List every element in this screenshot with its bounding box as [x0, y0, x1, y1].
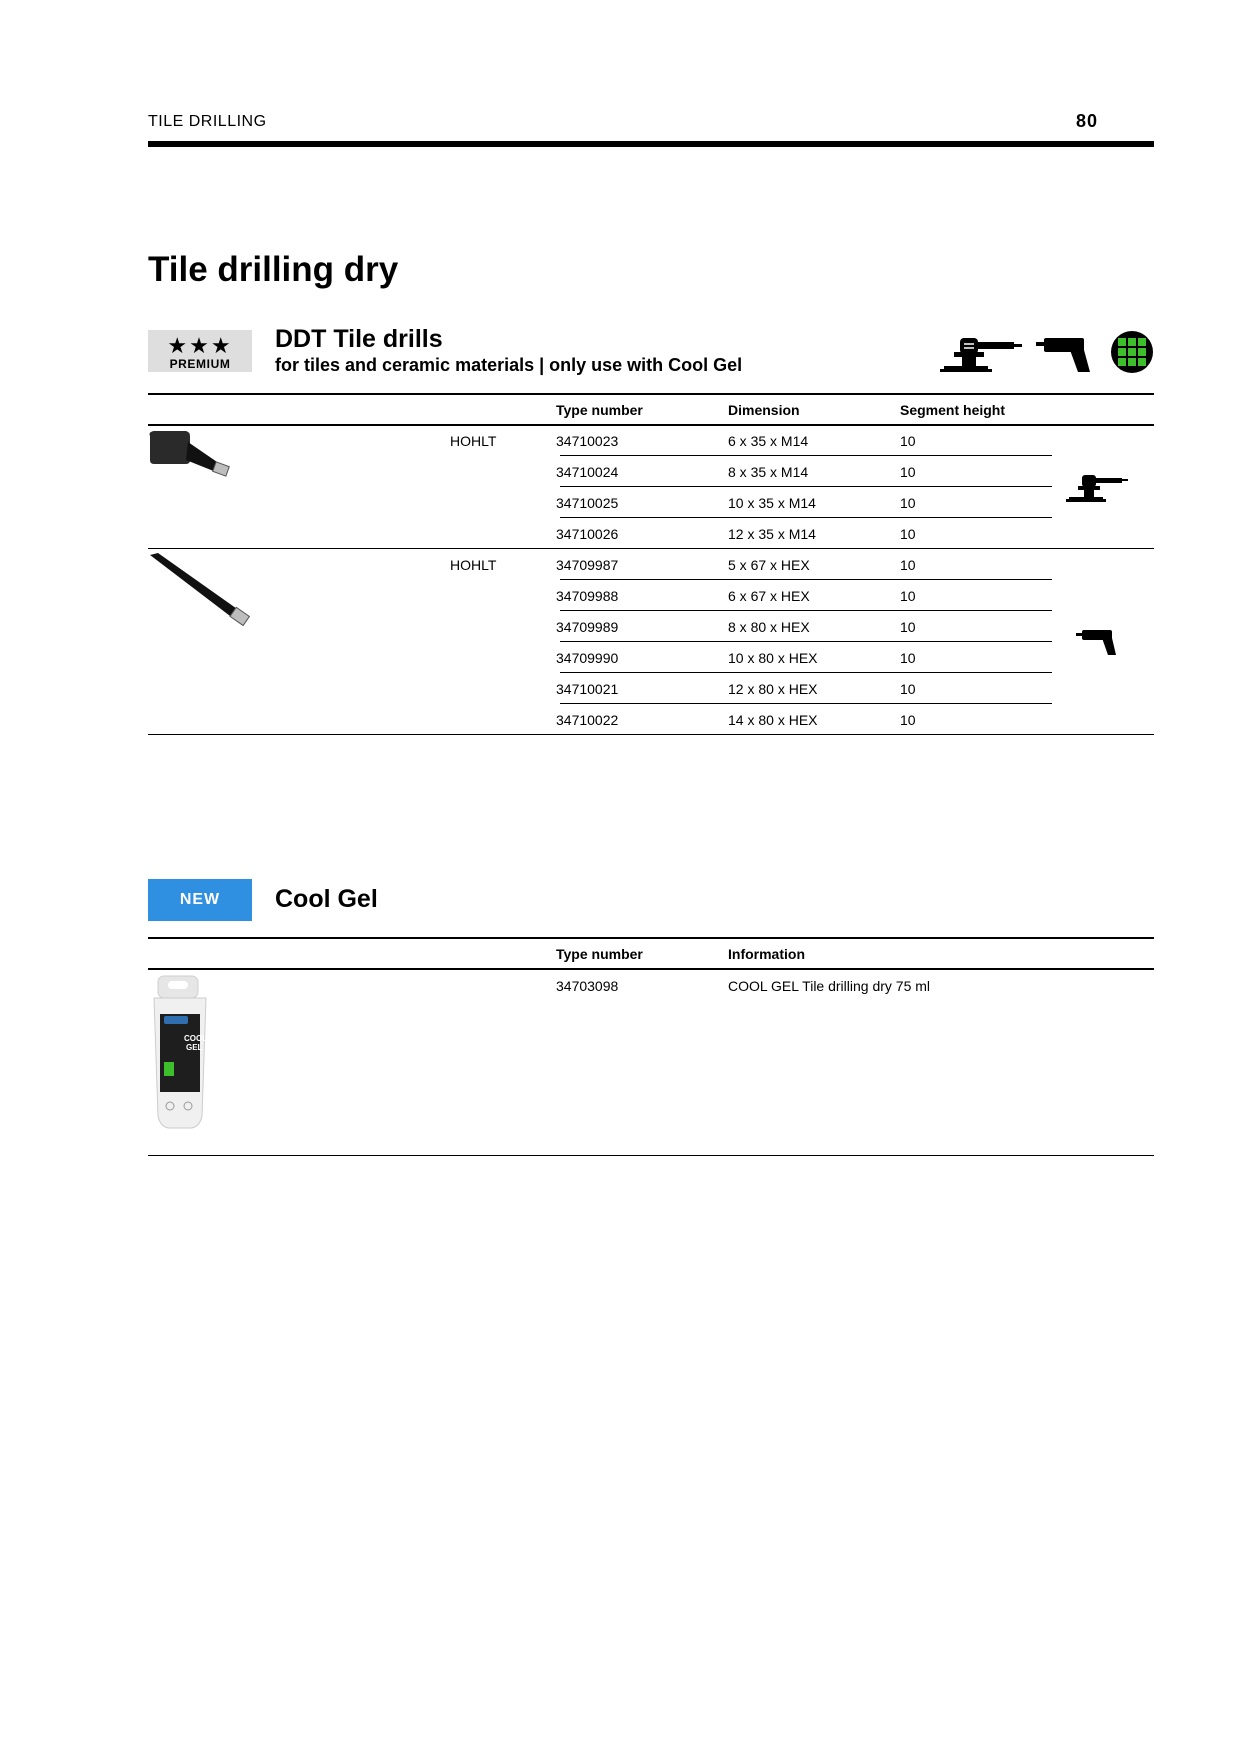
col-type-number: Type number — [556, 946, 643, 962]
dimension: 10 x 80 x HEX — [728, 650, 818, 666]
row-divider — [560, 486, 1052, 487]
col-dimension: Dimension — [728, 402, 800, 418]
row-divider — [560, 579, 1052, 580]
group-label: HOHLT — [450, 433, 497, 449]
page-number: 80 — [1075, 111, 1098, 131]
dimension: 14 x 80 x HEX — [728, 712, 818, 728]
group-label: HOHLT — [450, 557, 497, 573]
tube-graphic — [148, 976, 212, 1134]
type-number: 34703098 — [556, 978, 619, 994]
type-number: 34710024 — [556, 464, 619, 480]
col-type-number: Type number — [556, 402, 643, 418]
segment-height: 10 — [900, 526, 916, 542]
row-divider — [560, 641, 1052, 642]
premium-badge — [148, 330, 252, 372]
information: COOL GEL Tile drilling dry 75 ml — [728, 978, 931, 994]
cool-gel-table-top-rule — [148, 937, 1154, 939]
cool-gel-header-rule — [148, 968, 1154, 970]
segment-height: 10 — [900, 619, 916, 635]
segment-height: 10 — [900, 464, 916, 480]
table-top-rule — [148, 393, 1154, 395]
tube-label-gel: GEL — [186, 1043, 203, 1052]
segment-height: 10 — [900, 495, 916, 511]
running-head: TILE DRILLING — [148, 113, 267, 130]
angle-grinder-icon — [1066, 474, 1128, 502]
section-title: DDT Tile drills — [275, 325, 443, 353]
row-divider — [560, 610, 1052, 611]
row-divider — [560, 517, 1052, 518]
type-number: 34710022 — [556, 712, 619, 728]
dry-use-icon — [1110, 330, 1154, 374]
table-header-rule — [148, 424, 1154, 426]
premium-stars: ★★★ — [167, 333, 233, 358]
drill-bit-m14-image — [148, 430, 240, 482]
header-rule — [148, 141, 1154, 147]
drill-bit-hex-image — [148, 553, 264, 629]
dimension: 8 x 80 x HEX — [728, 619, 810, 635]
cool-gel-tube-image — [148, 976, 212, 1134]
segment-height: 10 — [900, 433, 916, 449]
tube-label-cool: COOL — [184, 1034, 208, 1043]
cool-gel-table-bottom-rule — [148, 1155, 1154, 1156]
type-number: 34710021 — [556, 681, 619, 697]
type-number: 34710023 — [556, 433, 619, 449]
dimension: 12 x 35 x M14 — [728, 526, 816, 542]
type-number: 34709987 — [556, 557, 619, 573]
type-number: 34710025 — [556, 495, 619, 511]
angle-grinder-icon — [940, 336, 1022, 372]
table-bottom-rule — [148, 734, 1154, 735]
dimension: 6 x 35 x M14 — [728, 433, 809, 449]
type-number: 34709988 — [556, 588, 619, 604]
section-subtitle: for tiles and ceramic materials | only use with Cool Gel — [275, 355, 743, 375]
segment-height: 10 — [900, 588, 916, 604]
dimension: 6 x 67 x HEX — [728, 588, 810, 604]
row-divider — [560, 455, 1052, 456]
dimension: 5 x 67 x HEX — [728, 557, 810, 573]
new-badge: NEW — [148, 879, 252, 921]
segment-height: 10 — [900, 557, 916, 573]
group-divider — [148, 548, 1154, 549]
type-number: 34710026 — [556, 526, 619, 542]
segment-height: 10 — [900, 650, 916, 666]
row-divider — [560, 672, 1052, 673]
dimension: 8 x 35 x M14 — [728, 464, 809, 480]
cool-gel-title: Cool Gel — [275, 885, 378, 913]
dimension: 12 x 80 x HEX — [728, 681, 818, 697]
row-divider — [560, 703, 1052, 704]
premium-label: PREMIUM — [169, 357, 231, 371]
page-title: Tile drilling dry — [148, 250, 399, 289]
col-information: Information — [728, 946, 805, 962]
segment-height: 10 — [900, 681, 916, 697]
drill-icon — [1076, 628, 1118, 656]
drill-icon — [1036, 336, 1092, 372]
segment-height: 10 — [900, 712, 916, 728]
type-number: 34709990 — [556, 650, 619, 666]
col-segment-height: Segment height — [900, 402, 1006, 418]
type-number: 34709989 — [556, 619, 619, 635]
dimension: 10 x 35 x M14 — [728, 495, 816, 511]
